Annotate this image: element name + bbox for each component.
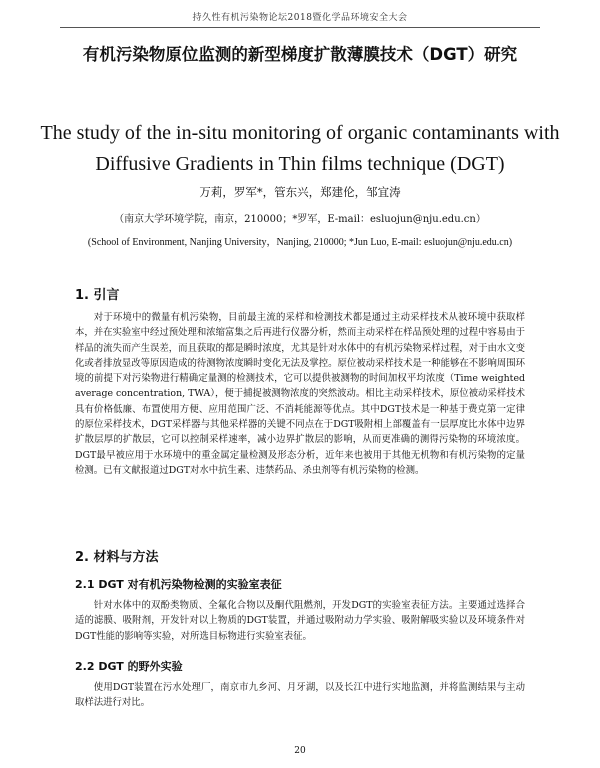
running-head: 持久性有机污染物论坛2018暨化学品环境安全大会 bbox=[60, 10, 540, 28]
page-number: 20 bbox=[294, 746, 306, 756]
field-experiment-paragraph: 使用DGT装置在污水处理厂，南京市九乡河、月牙湖，以及长江中进行实地监测，并将监测结果与主动取样法进行对比。 bbox=[75, 682, 525, 709]
subsection-heading-field: 2.2 DGT 的野外实验 bbox=[75, 660, 183, 673]
affiliation-english: (School of Environment, Nanjing University，Nanjing, 210000; *Jun Luo, E-mail: esluojun@nju.edu.cn) bbox=[87, 237, 513, 248]
section-heading-introduction: 1. 引言 bbox=[75, 288, 120, 303]
english-title: The study of the in-situ monitoring of organic contaminants with Diffusive Gradients in Thin films technique (DGT) bbox=[40, 122, 560, 175]
introduction-paragraph: 对于环境中的微量有机污染物，目前最主流的采样和检测技术都是通过主动采样技术从被环境中获取样本，并在实验室中经过预处理和浓缩富集之后再进行仪器分析，然而主动采样在样品预处理的过程中容易由于样品的流失而产生误差，而且获取的都是瞬时浓度，尤其是针对水体中的有机污染物采样过程，对于由水文变化或者排放显改等原因造成的待测物浓度瞬时变化无法及掌控。原位被动采样技术是一种能够在不影响周围环境的前提下对污染物进行精确定量测的检测技术，它可以提供被测物的时间加权平均浓度（Time weighted average concentration, TWA），便于捕捉被测物浓度的突然波动。相比主动采样技术，原位被动采样技术具有价格低廉、布置使用方便、应用范围广泛、不消耗能源等优点。其中DGT技术是一种基于费克第一定律的原位采样技术，DGT采样器与其他采样器的关键不同点在于DGT吸附相上部覆盖有一层厚度比水体中边界扩散层厚的扩散层，它可以控制采样速率，减小边界扩散层的影响，从而更准确的测得污染物的环境浓度。DGT最早被应用于水环境中的重金属定量检测及形态分析，近年来也被用于其他无机物和有机污染物的定量检测。已有文献报道过DGT对水中抗生素、违禁药品、杀虫剂等有机污染物的检测。 bbox=[75, 312, 526, 476]
chinese-title: 有机污染物原位监测的新型梯度扩散薄膜技术（DGT）研究 bbox=[82, 45, 518, 64]
subsection-heading-lab: 2.1 DGT 对有机污染物检测的实验室表征 bbox=[75, 578, 282, 591]
lab-characterization-paragraph: 针对水体中的双酚类物质、全氟化合物以及酮代阻燃剂，开发DGT的实验室表征方法。主要通过选择合适的滤膜、吸附剂，开发针对以上物质的DGT装置，并通过吸附动力学实验、吸附解吸实验以及环境条件对DGT性能的影响等实验，对所选目标物进行实验室表征。 bbox=[75, 600, 525, 642]
affiliation-chinese: （南京大学环境学院，南京，210000；*罗军，E-mail：esluojun@nju.edu.cn） bbox=[114, 214, 486, 225]
section-heading-methods: 2. 材料与方法 bbox=[75, 550, 159, 565]
author-list: 万莉，罗军*，管东兴，郑建伦，邹宜涛 bbox=[199, 185, 401, 199]
